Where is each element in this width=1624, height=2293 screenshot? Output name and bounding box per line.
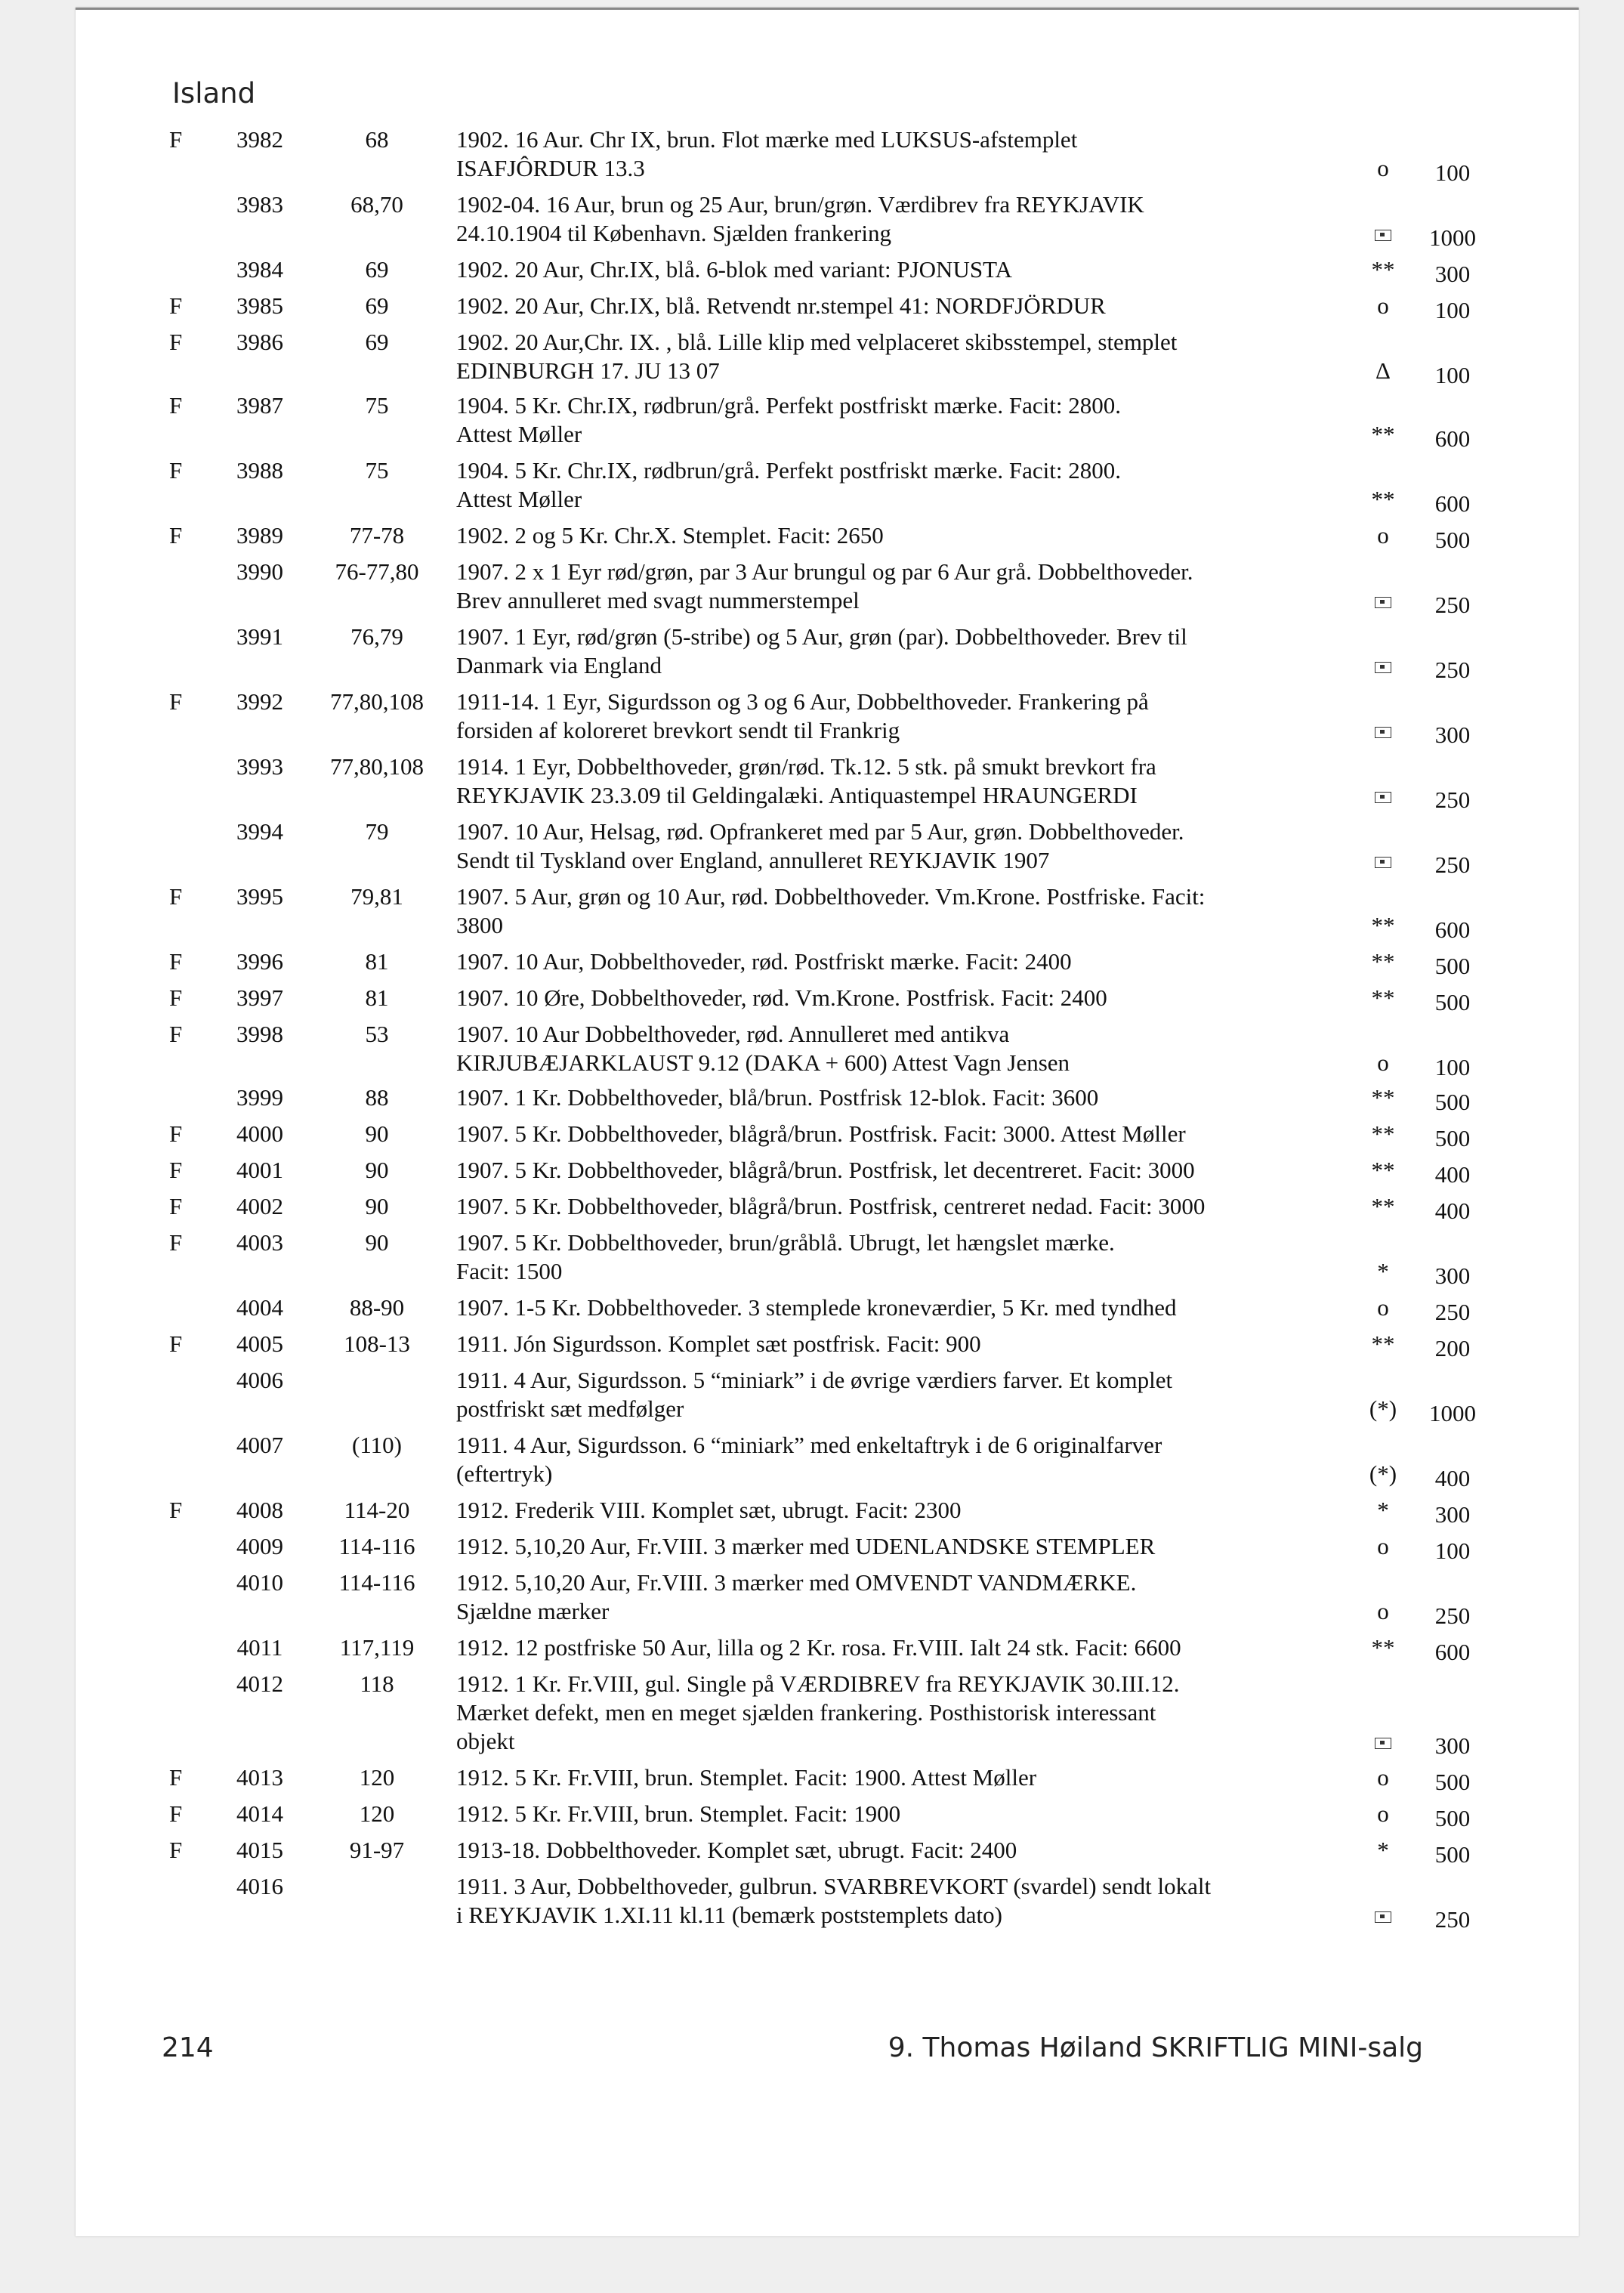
lot-number: 4007 [236,1432,283,1458]
description-line: 1902. 2 og 5 Kr. Chr.X. Stemplet. Facit: 2650 [456,522,884,549]
lot-price: 250 [1434,1602,1471,1629]
lot-description [434,1763,1355,1792]
lot-number: 4000 [236,1120,283,1147]
lot-number: 3998 [236,1021,283,1047]
condition-symbol: ** [1371,912,1395,938]
condition-symbol: ** [1371,1120,1395,1147]
lot-price: 250 [1434,1299,1471,1325]
description-line: (eftertryk) [456,1460,553,1487]
condition-symbol: ** [1371,256,1395,283]
lot-description [434,456,1355,514]
description-line: 1912. 5 Kr. Fr.VIII, brun. Stemplet. Facit: 1900. Attest Møller [456,1764,1037,1791]
lot-number: 3991 [236,623,283,650]
lot-number: 3986 [236,329,283,355]
lot-flag: F [169,457,183,484]
description-line: 1907. 5 Kr. Dobbelthoveder, blågrå/brun. Postfrisk. Facit: 3000. Attest Møller [456,1120,1186,1147]
condition-symbol [1355,586,1411,615]
lot-row [169,688,1536,748]
condition-symbol [1355,846,1411,875]
lot-flag: F [169,1330,183,1357]
catalog-number: 88 [365,1084,389,1111]
lot-table [169,125,1536,1937]
lot-number: 3992 [236,688,283,715]
lot-row [169,1763,1536,1795]
description-line: 1904. 5 Kr. Chr.IX, rødbrun/grå. Perfekt postfriskt mærke. Facit: 2800. [456,392,1121,419]
lot-row [169,255,1536,287]
lot-price: 250 [1434,592,1471,618]
lot-row [169,1800,1536,1831]
condition-symbol: (*) [1369,1460,1397,1487]
lot-flag: F [169,1229,183,1256]
description-line: 1907. 10 Aur, Dobbelthoveder, rød. Postfriskt mærke. Facit: 2400 [456,948,1072,975]
lot-description [434,1293,1355,1322]
lot-number: 3988 [236,457,283,484]
envelope-icon [1375,1911,1391,1923]
lot-price: 600 [1434,916,1471,943]
lot-number: 4016 [236,1873,283,1899]
condition-symbol [1355,781,1411,810]
condition-symbol: o [1377,1533,1389,1559]
catalog-number: 81 [365,984,389,1011]
lot-description [434,1120,1355,1148]
lot-description [434,1020,1355,1077]
lot-flag: F [169,688,183,715]
condition-symbol [1355,1727,1411,1756]
description-line: 1907. 10 Aur Dobbelthoveder, rød. Annulleret med antikva [456,1021,1010,1047]
description-line: 1907. 5 Kr. Dobbelthoveder, blågrå/brun. Postfrisk, let decentreret. Facit: 3000 [456,1157,1195,1183]
lot-price: 300 [1434,1501,1471,1528]
lot-price: 300 [1434,1262,1471,1289]
catalog-number: 81 [365,948,389,975]
lot-row [169,1228,1536,1289]
description-line: 1911-14. 1 Eyr, Sigurdsson og 3 og 6 Aur, Dobbelthoveder. Frankering på [456,688,1149,715]
lot-number: 4003 [236,1229,283,1256]
catalog-number: 75 [365,457,389,484]
lot-description [434,1670,1355,1756]
description-line: 1913-18. Dobbelthoveder. Komplet sæt, ubrugt. Facit: 2400 [456,1837,1017,1863]
condition-symbol: ** [1371,1330,1395,1357]
catalog-number: 68,70 [350,191,403,218]
description-line: Attest Møller [456,421,582,447]
description-line: 1911. 3 Aur, Dobbelthoveder, gulbrun. SVARBREVKORT (svardel) sendt lokalt [456,1873,1212,1899]
lot-number: 4004 [236,1294,283,1321]
lot-number: 3990 [236,558,283,585]
condition-symbol [1355,1901,1411,1930]
description-line: 1912. 5,10,20 Aur, Fr.VIII. 3 mærker med UDENLANDSKE STEMPLER [456,1533,1156,1559]
lot-number: 4011 [236,1634,283,1661]
condition-symbol: * [1377,1258,1389,1284]
catalog-number: 75 [365,392,389,419]
description-line: objekt [456,1728,515,1754]
lot-price: 500 [1434,953,1471,979]
envelope-icon [1375,857,1391,868]
lot-flag: F [169,126,183,153]
description-line: 1907. 1 Eyr, rød/grøn (5-stribe) og 5 Aur, grøn (par). Dobbelthoveder. Brev til [456,623,1187,650]
lot-description [434,882,1355,940]
lot-row [169,1496,1536,1528]
description-line: 1907. 5 Kr. Dobbelthoveder, brun/gråblå. Ubrugt, let hængslet mærke. [456,1229,1115,1256]
lot-price: 500 [1434,527,1471,553]
lot-number: 3989 [236,522,283,549]
lot-price: 250 [1434,786,1471,813]
lot-description [434,1228,1355,1286]
lot-flag: F [169,292,183,319]
lot-number: 3982 [236,126,283,153]
lot-flag: F [169,522,183,549]
lot-description [434,947,1355,976]
lot-number: 4013 [236,1764,283,1791]
lot-number: 3994 [236,818,283,845]
lot-description [434,190,1355,248]
catalog-number: 68 [365,126,389,153]
lot-price: 500 [1434,1805,1471,1831]
lot-description [434,1532,1355,1561]
lot-row [169,1431,1536,1491]
lot-description [434,558,1355,615]
lot-number: 3995 [236,883,283,910]
lot-price: 250 [1434,1906,1471,1933]
description-line: forsiden af koloreret brevkort sendt til Frankrig [456,717,900,743]
lot-description [434,1872,1355,1930]
description-line: Attest Møller [456,486,582,512]
catalog-number: 79 [365,818,389,845]
catalog-number: 117,119 [339,1634,415,1661]
catalog-page [76,8,1579,2236]
lot-row [169,1120,1536,1151]
lot-description [434,1156,1355,1185]
lot-price: 300 [1434,261,1471,287]
description-line: 1907. 2 x 1 Eyr rød/grøn, par 3 Aur brungul og par 6 Aur grå. Dobbelthoveder. [456,558,1193,585]
lot-row [169,1836,1536,1868]
condition-symbol: o [1377,155,1389,181]
lot-description [434,752,1355,810]
catalog-number: 114-116 [338,1569,415,1596]
lot-price: 200 [1434,1335,1471,1361]
description-line: Danmark via England [456,652,662,678]
lot-price: 300 [1434,722,1471,748]
lot-row [169,882,1536,943]
description-line: 1912. Frederik VIII. Komplet sæt, ubrugt. Facit: 2300 [456,1497,962,1523]
lot-row [169,1872,1536,1933]
lot-price: 1000 [1429,224,1476,251]
lot-row [169,456,1536,517]
lot-number: 3987 [236,392,283,419]
page-number: 214 [162,2032,214,2063]
catalog-number: 108-13 [344,1330,410,1357]
lot-price: 400 [1434,1197,1471,1224]
condition-symbol: (*) [1369,1395,1397,1422]
description-line: Facit: 1500 [456,1258,563,1284]
lot-price: 100 [1434,297,1471,323]
lot-price: 1000 [1429,1400,1476,1426]
envelope-icon [1375,1738,1391,1749]
condition-symbol: * [1377,1837,1389,1863]
description-line: Sjældne mærker [456,1598,610,1624]
lot-number: 4006 [236,1367,283,1393]
lot-flag: F [169,984,183,1011]
description-line: REYKJAVIK 23.3.09 til Geldingalæki. Antiquastempel HRAUNGERDI [456,782,1138,808]
condition-symbol: o [1377,1764,1389,1791]
lot-flag: F [169,883,183,910]
description-line: i REYKJAVIK 1.XI.11 kl.11 (bemærk poststemplets dato) [456,1902,1002,1928]
description-line: postfriskt sæt medfølger [456,1395,684,1422]
lot-row [169,1293,1536,1325]
lot-row [169,752,1536,813]
lot-number: 3993 [236,753,283,780]
lot-description [434,1568,1355,1626]
condition-symbol: ** [1371,1634,1395,1661]
catalog-number: 88-90 [349,1294,405,1321]
lot-row [169,292,1536,323]
catalog-number: 76-77,80 [335,558,419,585]
catalog-number: 77,80,108 [330,753,424,780]
lot-number: 3985 [236,292,283,319]
envelope-icon [1375,727,1391,738]
description-line: EDINBURGH 17. JU 13 07 [456,357,720,384]
condition-symbol [1355,716,1411,745]
lot-number: 4015 [236,1837,283,1863]
lot-flag: F [169,329,183,355]
lot-row [169,328,1536,388]
condition-symbol: ** [1371,984,1395,1011]
catalog-number: 120 [359,1800,395,1827]
lot-description [434,1431,1355,1488]
lot-number: 3996 [236,948,283,975]
lot-price: 500 [1434,1125,1471,1151]
catalog-number: 69 [365,292,389,319]
envelope-icon [1375,230,1391,241]
description-line: 1907. 1-5 Kr. Dobbelthoveder. 3 stemplede kroneværdier, 5 Kr. med tyndhed [456,1294,1177,1321]
lot-flag: F [169,1764,183,1791]
lot-row [169,190,1536,251]
catalog-number: 69 [365,329,389,355]
description-line: 1902. 16 Aur. Chr IX, brun. Flot mærke med LUKSUS-afstemplet [456,126,1078,153]
condition-symbol: o [1377,292,1389,319]
lot-description [434,817,1355,875]
lot-row [169,1633,1536,1665]
description-line: 1902-04. 16 Aur, brun og 25 Aur, brun/grøn. Værdibrev fra REYKJAVIK [456,191,1144,218]
description-line: 1902. 20 Aur, Chr.IX, blå. 6-blok med variant: PJONUSTA [456,256,1012,283]
catalog-number: 53 [365,1021,389,1047]
lot-price: 100 [1434,362,1471,388]
lot-flag: F [169,1120,183,1147]
description-line: 1912. 5,10,20 Aur, Fr.VIII. 3 mærker med OMVENDT VANDMÆRKE. [456,1569,1137,1596]
lot-flag: F [169,392,183,419]
catalog-number: 90 [365,1193,389,1219]
lot-description [434,328,1355,385]
description-line: 1911. 4 Aur, Sigurdsson. 5 “miniark” i de øvrige værdiers farver. Et komplet [456,1367,1173,1393]
lot-number: 4009 [236,1533,283,1559]
description-line: 3800 [456,912,503,938]
lot-number: 3999 [236,1084,283,1111]
catalog-number: 69 [365,256,389,283]
catalog-number: 90 [365,1229,389,1256]
lot-price: 500 [1434,1089,1471,1115]
lot-flag: F [169,1800,183,1827]
description-line: 1907. 5 Kr. Dobbelthoveder, blågrå/brun. Postfrisk, centreret nedad. Facit: 3000 [456,1193,1206,1219]
condition-symbol: ** [1371,1193,1395,1219]
condition-symbol: o [1377,1049,1389,1076]
catalog-number: (110) [352,1432,402,1458]
lot-number: 4010 [236,1569,283,1596]
condition-symbol: o [1377,1598,1389,1624]
description-line: 1912. 1 Kr. Fr.VIII, gul. Single på VÆRDIBREV fra REYKJAVIK 30.III.12. [456,1670,1180,1697]
description-line: 1902. 20 Aur,Chr. IX. , blå. Lille klip med velplaceret skibsstempel, stemplet [456,329,1178,355]
lot-description [434,1330,1355,1358]
lot-row [169,984,1536,1015]
condition-symbol: o [1377,1800,1389,1827]
lot-description [434,125,1355,183]
catalog-title: 9. Thomas Høiland SKRIFTLIG MINI-salg [888,2032,1423,2063]
lot-row [169,391,1536,452]
condition-symbol [1355,651,1411,680]
lot-price: 400 [1434,1161,1471,1188]
description-line: 1907. 5 Aur, grøn og 10 Aur, rød. Dobbelthoveder. Vm.Krone. Postfriske. Facit: [456,883,1206,910]
description-line: 1907. 10 Aur, Helsag, rød. Opfrankeret med par 5 Aur, grøn. Dobbelthoveder. [456,818,1184,845]
lot-description [434,1083,1355,1112]
lot-price: 500 [1434,1769,1471,1795]
condition-symbol: o [1377,522,1389,549]
lot-description [434,1800,1355,1828]
lot-row [169,1568,1536,1629]
lot-number: 3984 [236,256,283,283]
lot-row [169,817,1536,878]
lot-number: 4005 [236,1330,283,1357]
catalog-number: 114-116 [338,1533,415,1559]
catalog-number: 90 [365,1120,389,1147]
condition-symbol: * [1377,1497,1389,1523]
description-line: 24.10.1904 til København. Sjælden frankering [456,220,891,246]
lot-description [434,1836,1355,1865]
page-top-rule [76,8,1579,10]
condition-symbol [1355,219,1411,248]
lot-number: 3997 [236,984,283,1011]
lot-flag: F [169,1837,183,1863]
condition-symbol: ** [1371,948,1395,975]
description-line: 1912. 5 Kr. Fr.VIII, brun. Stemplet. Facit: 1900 [456,1800,901,1827]
lot-row [169,1192,1536,1224]
lot-price: 300 [1434,1732,1471,1759]
lot-description [434,292,1355,320]
catalog-number: 114-20 [344,1497,410,1523]
lot-number: 4014 [236,1800,283,1827]
lot-flag: F [169,1497,183,1523]
lot-row [169,558,1536,618]
lot-row [169,1083,1536,1115]
lot-price: 100 [1434,1537,1471,1564]
envelope-icon [1375,792,1391,803]
lot-row [169,1330,1536,1361]
lot-row [169,521,1536,553]
lot-row [169,623,1536,683]
envelope-icon [1375,597,1391,608]
lot-price: 250 [1434,657,1471,683]
lot-price: 100 [1434,1054,1471,1080]
lot-row [169,1670,1536,1759]
condition-symbol: ** [1371,1157,1395,1183]
lot-row [169,1366,1536,1426]
condition-symbol: ** [1371,1084,1395,1111]
lot-number: 3983 [236,191,283,218]
lot-number: 4012 [236,1670,283,1697]
lot-flag: F [169,948,183,975]
description-line: 1902. 20 Aur, Chr.IX, blå. Retvendt nr.stempel 41: NORDFJÖRDUR [456,292,1106,319]
lot-price: 600 [1434,425,1471,452]
lot-price: 100 [1434,159,1471,186]
lot-number: 4001 [236,1157,283,1183]
lot-description [434,688,1355,745]
envelope-icon [1375,662,1391,673]
lot-price: 500 [1434,989,1471,1015]
description-line: KIRJUBÆJARKLAUST 9.12 (DAKA + 600) Attest Vagn Jensen [456,1049,1070,1076]
catalog-number: 79,81 [350,883,403,910]
catalog-number: 90 [365,1157,389,1183]
description-line: 1907. 1 Kr. Dobbelthoveder, blå/brun. Postfrisk 12-blok. Facit: 3600 [456,1084,1099,1111]
lot-flag: F [169,1021,183,1047]
catalog-number: 77,80,108 [330,688,424,715]
lot-row [169,1020,1536,1080]
description-line: Mærket defekt, men en meget sjælden frankering. Posthistorisk interessant [456,1699,1156,1726]
catalog-number: 118 [360,1670,394,1697]
lot-description [434,1192,1355,1221]
lot-description [434,623,1355,680]
lot-flag: F [169,1157,183,1183]
condition-symbol: Δ [1375,357,1391,384]
lot-description [434,255,1355,284]
lot-row [169,1532,1536,1564]
lot-number: 4002 [236,1193,283,1219]
lot-description [434,1496,1355,1525]
description-line: 1914. 1 Eyr, Dobbelthoveder, grøn/rød. Tk.12. 5 stk. på smukt brevkort fra [456,753,1156,780]
description-line: ISAFJÔRDUR 13.3 [456,155,645,181]
lot-row [169,125,1536,186]
lot-description [434,1633,1355,1662]
condition-symbol: ** [1371,486,1395,512]
lot-row [169,1156,1536,1188]
lot-description [434,391,1355,449]
lot-description [434,1366,1355,1423]
description-line: 1904. 5 Kr. Chr.IX, rødbrun/grå. Perfekt postfriskt mærke. Facit: 2800. [456,457,1121,484]
lot-description [434,521,1355,550]
section-header: Island [172,77,256,110]
description-line: 1912. 12 postfriske 50 Aur, lilla og 2 Kr. rosa. Fr.VIII. Ialt 24 stk. Facit: 6600 [456,1634,1181,1661]
description-line: Brev annulleret med svagt nummerstempel [456,587,860,613]
description-line: Sendt til Tyskland over England, annulleret REYKJAVIK 1907 [456,847,1050,873]
lot-price: 500 [1434,1841,1471,1868]
condition-symbol: ** [1371,421,1395,447]
lot-number: 4008 [236,1497,283,1523]
catalog-number: 77-78 [349,522,405,549]
lot-description [434,984,1355,1012]
description-line: 1907. 10 Øre, Dobbelthoveder, rød. Vm.Krone. Postfrisk. Facit: 2400 [456,984,1107,1011]
description-line: 1911. Jón Sigurdsson. Komplet sæt postfrisk. Facit: 900 [456,1330,981,1357]
catalog-number: 120 [359,1764,395,1791]
condition-symbol: o [1377,1294,1389,1321]
catalog-number: 91-97 [349,1837,405,1863]
description-line: 1911. 4 Aur, Sigurdsson. 6 “miniark” med enkeltaftryk i de 6 originalfarver [456,1432,1162,1458]
lot-row [169,947,1536,979]
lot-price: 250 [1434,851,1471,878]
lot-price: 600 [1434,490,1471,517]
lot-price: 600 [1434,1639,1471,1665]
catalog-number: 76,79 [350,623,403,650]
lot-flag: F [169,1193,183,1219]
lot-price: 400 [1434,1465,1471,1491]
